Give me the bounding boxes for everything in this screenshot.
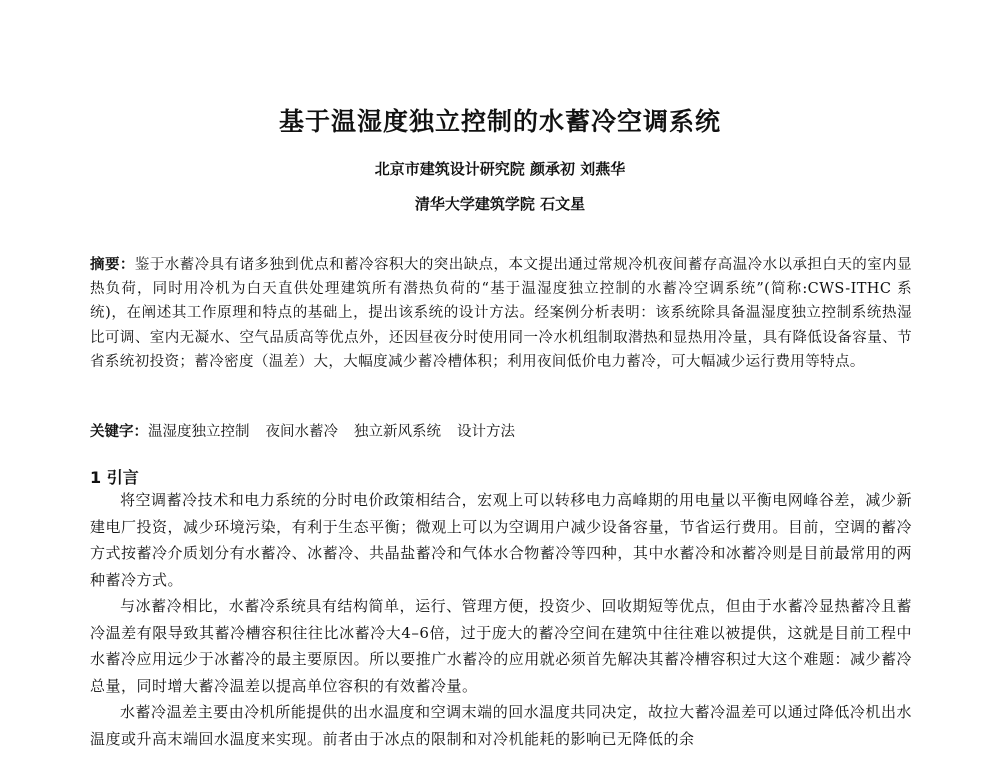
keywords-label: 关键字： — [90, 424, 148, 440]
keyword: 温湿度独立控制 — [148, 424, 250, 440]
body-text — [90, 487, 912, 752]
paragraph: 将空调蓄冷技术和电力系统的分时电价政策相结合，宏观上可以转移电力高峰期的用电量以平衡电网峰谷差，减少新建电厂投资，减少环境污染，有利于生态平衡；微观上可以为空调用户减少设备容量，节省运行费用。目前，空调的蓄冷方式按蓄冷介质划分有水蓄冷、冰蓄冷、共晶盐蓄冷和气体水合物蓄冷等四种，其中水蓄冷和冰蓄冷则是目前最常用的两种蓄冷方式。 — [90, 491, 912, 589]
paragraph: 水蓄冷温差主要由冷机所能提供的出水温度和空调末端的回水温度共同决定，故拉大蓄冷温差可以通过降低冷机出水温度或升高末端回水温度来实现。前者由于冰点的限制和对冷机能耗的影响已无降低的余 — [90, 703, 912, 748]
abstract-label: 摘要： — [90, 257, 135, 273]
keyword: 夜间水蓄冷 — [265, 424, 338, 440]
keyword: 独立新风系统 — [354, 424, 441, 440]
affiliation-2: 清华大学建筑学院 石文星 — [414, 195, 586, 213]
abstract-text: 鉴于水蓄冷具有诸多独到优点和蓄冷容积大的突出缺点，本文提出通过常规冷机夜间蓄存高温冷水以承担白天的室内显热负荷，同时用冷机为白天直供处理建筑所有潜热负荷的“基于温湿度独立控制的水蓄冷空调系统”(简称:CWS-ITHC 系统)，在阐述其工作原理和特点的基础上，提出该系统的设计方法。经案例分析表明：该系统除具备温湿度独立控制系统热湿比可调、室内无凝水、空气品质高等优点外，还因昼夜分时使用同一冷水机组制取潜热和显热用冷量，具有降低设备容量、节省系统初投资；蓄冷密度（温差）大，大幅度减少蓄冷槽体积；利用夜间低价电力蓄冷，可大幅减少运行费用等特点。 — [90, 257, 912, 370]
keyword: 设计方法 — [457, 424, 515, 440]
affiliation-1: 北京市建筑设计研究院 颜承初 刘燕华 — [374, 160, 626, 178]
paper-title: 基于温湿度独立控制的水蓄冷空调系统 — [278, 107, 721, 136]
paragraph: 与冰蓄冷相比，水蓄冷系统具有结构简单，运行、管理方便，投资少、回收期短等优点，但由于水蓄冷显热蓄冷且蓄冷温差有限导致其蓄冷槽容积往往比冰蓄冷大4–6倍，过于庞大的蓄冷空间在建筑中往往难以被提供，这就是目前工程中水蓄冷应用远少于冰蓄冷的最主要原因。所以要推广水蓄冷的应用就必须首先解决其蓄冷槽容积过大这个难题：减少蓄冷总量，同时增大蓄冷温差以提高单位容积的有效蓄冷量。 — [90, 597, 912, 695]
abstract — [90, 253, 912, 374]
keywords — [90, 420, 912, 441]
section-heading: 1 引言 — [90, 468, 139, 487]
